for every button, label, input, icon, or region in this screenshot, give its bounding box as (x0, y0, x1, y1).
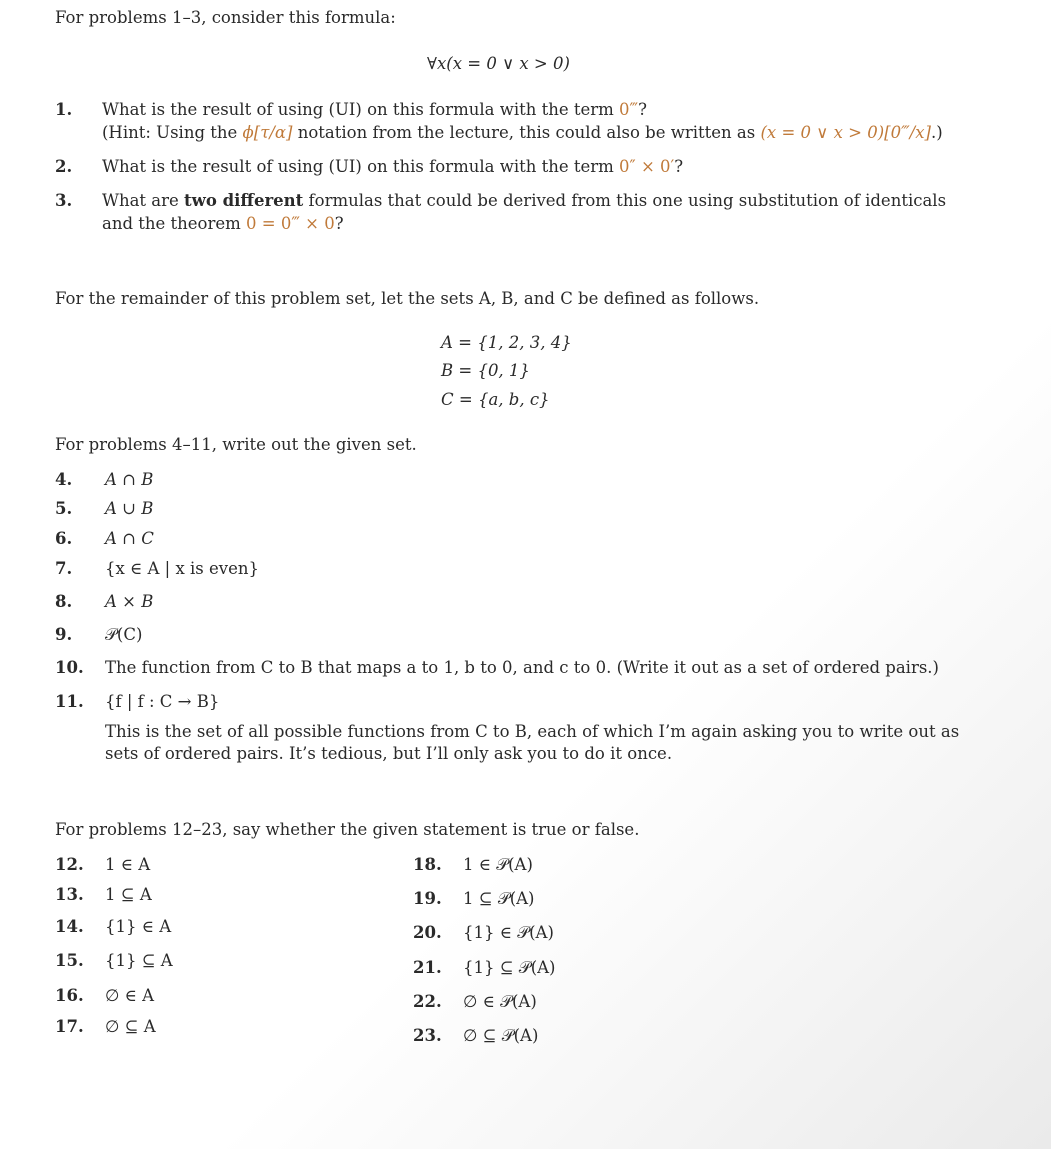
problem-number: 17. (55, 1017, 84, 1036)
qmark: ? (674, 157, 684, 176)
tf-statement: {1} ∈ A (105, 917, 172, 936)
tf-statement: 1 ∈ A (105, 855, 151, 874)
tf-statement: 1 ∈ 𝒫(A) (463, 855, 533, 874)
problem-3-prompt-b: formulas that could be derived from this one using substitution of identicals (303, 191, 947, 210)
problem-number: 20. (413, 923, 442, 942)
problem-number: 15. (55, 951, 84, 970)
substitution-notation: ϕ[τ/α] (242, 123, 293, 142)
problem-number: 1. (55, 100, 73, 119)
tf-statement: ∅ ⊆ 𝒫(A) (463, 1026, 539, 1045)
problem-3-line2-a: and the theorem (102, 214, 247, 233)
problem-4-set: A ∩ B (105, 470, 154, 489)
set-b-definition: B = {0, 1} (441, 361, 530, 380)
problem-number: 16. (55, 986, 84, 1005)
problem-number: 14. (55, 917, 84, 936)
problem-number: 22. (413, 992, 442, 1011)
tf-statement: {1} ⊆ 𝒫(A) (463, 958, 556, 977)
problem-number: 5. (55, 499, 73, 518)
intro-sets: For the remainder of this problem set, let the sets A, B, and C be defined as follows. (55, 289, 760, 308)
intro-problems-4-11: For problems 4–11, write out the given set. (55, 435, 417, 454)
term-0-triple-prime: 0‴ (619, 100, 639, 119)
tf-statement: ∅ ∈ A (105, 986, 154, 1005)
problem-3-text (102, 191, 946, 210)
intro-problems-12-23: For problems 12–23, say whether the given statement is true or false. (55, 820, 640, 839)
main-formula: ∀x(x = 0 ∨ x > 0) (427, 54, 570, 73)
problem-1-hint (102, 123, 943, 142)
problem-number: 6. (55, 529, 73, 548)
problem-10-text: The function from C to B that maps a to 1, b to 0, and c to 0. (Write it out as a set of ordered pairs.) (105, 658, 939, 677)
tf-statement: ∅ ⊆ A (105, 1017, 156, 1036)
problem-number: 7. (55, 559, 73, 578)
qmark: ? (334, 214, 344, 233)
problem-number: 21. (413, 958, 442, 977)
set-c-definition: C = {a, b, c} (441, 390, 550, 409)
tf-statement: 1 ⊆ A (105, 885, 152, 904)
set-a-definition: A = {1, 2, 3, 4} (441, 333, 572, 352)
problem-3-prompt-a: What are (102, 191, 185, 210)
problem-7-set: {x ∈ A | x is even} (105, 559, 259, 578)
problem-9-set: 𝒫(C) (105, 625, 143, 644)
problem-number: 2. (55, 157, 73, 176)
problem-number: 11. (55, 692, 84, 711)
problem-1-text (102, 100, 647, 119)
problem-number: 23. (413, 1026, 442, 1045)
problem-3-bold: two different (184, 191, 304, 210)
problem-2-prompt: What is the result of using (UI) on this formula with the term (102, 157, 620, 176)
problem-3-line2 (102, 214, 344, 233)
tf-statement: 1 ⊆ 𝒫(A) (463, 889, 535, 908)
substitution-expression: (x = 0 ∨ x > 0)[0‴/x] (760, 123, 931, 142)
problem-1-prompt: What is the result of using (UI) on this formula with the term (102, 100, 620, 119)
problem-6-set: A ∩ C (105, 529, 154, 548)
hint-middle: notation from the lecture, this could also be written as (292, 123, 761, 142)
problem-11-note-line1: This is the set of all possible functions from C to B, each of which I’m again asking you to write out as (105, 722, 960, 741)
problem-number: 9. (55, 625, 73, 644)
problem-2-text (102, 157, 683, 176)
problem-number: 4. (55, 470, 73, 489)
problem-number: 8. (55, 592, 73, 611)
problem-8-set: A × B (105, 592, 154, 611)
problem-number: 13. (55, 885, 84, 904)
problem-number: 18. (413, 855, 442, 874)
intro-problems-1-3: For problems 1–3, consider this formula: (55, 8, 396, 27)
problem-11-note-line2: sets of ordered pairs. It’s tedious, but I’ll only ask you to do it once. (105, 744, 673, 763)
problem-number: 10. (55, 658, 84, 677)
term-product: 0″ × 0′ (619, 157, 675, 176)
hint-suffix: .) (930, 123, 943, 142)
problem-number: 3. (55, 191, 73, 210)
problem-number: 19. (413, 889, 442, 908)
problem-5-set: A ∪ B (105, 499, 154, 518)
tf-statement: {1} ∈ 𝒫(A) (463, 923, 554, 942)
theorem: 0 = 0‴ × 0 (246, 214, 335, 233)
qmark: ? (638, 100, 647, 119)
tf-statement: ∅ ∈ 𝒫(A) (463, 992, 537, 1011)
tf-statement: {1} ⊆ A (105, 951, 173, 970)
hint-prefix: (Hint: Using the (102, 123, 243, 142)
problem-number: 12. (55, 855, 84, 874)
problem-11-set: {f | f : C → B} (105, 692, 220, 711)
